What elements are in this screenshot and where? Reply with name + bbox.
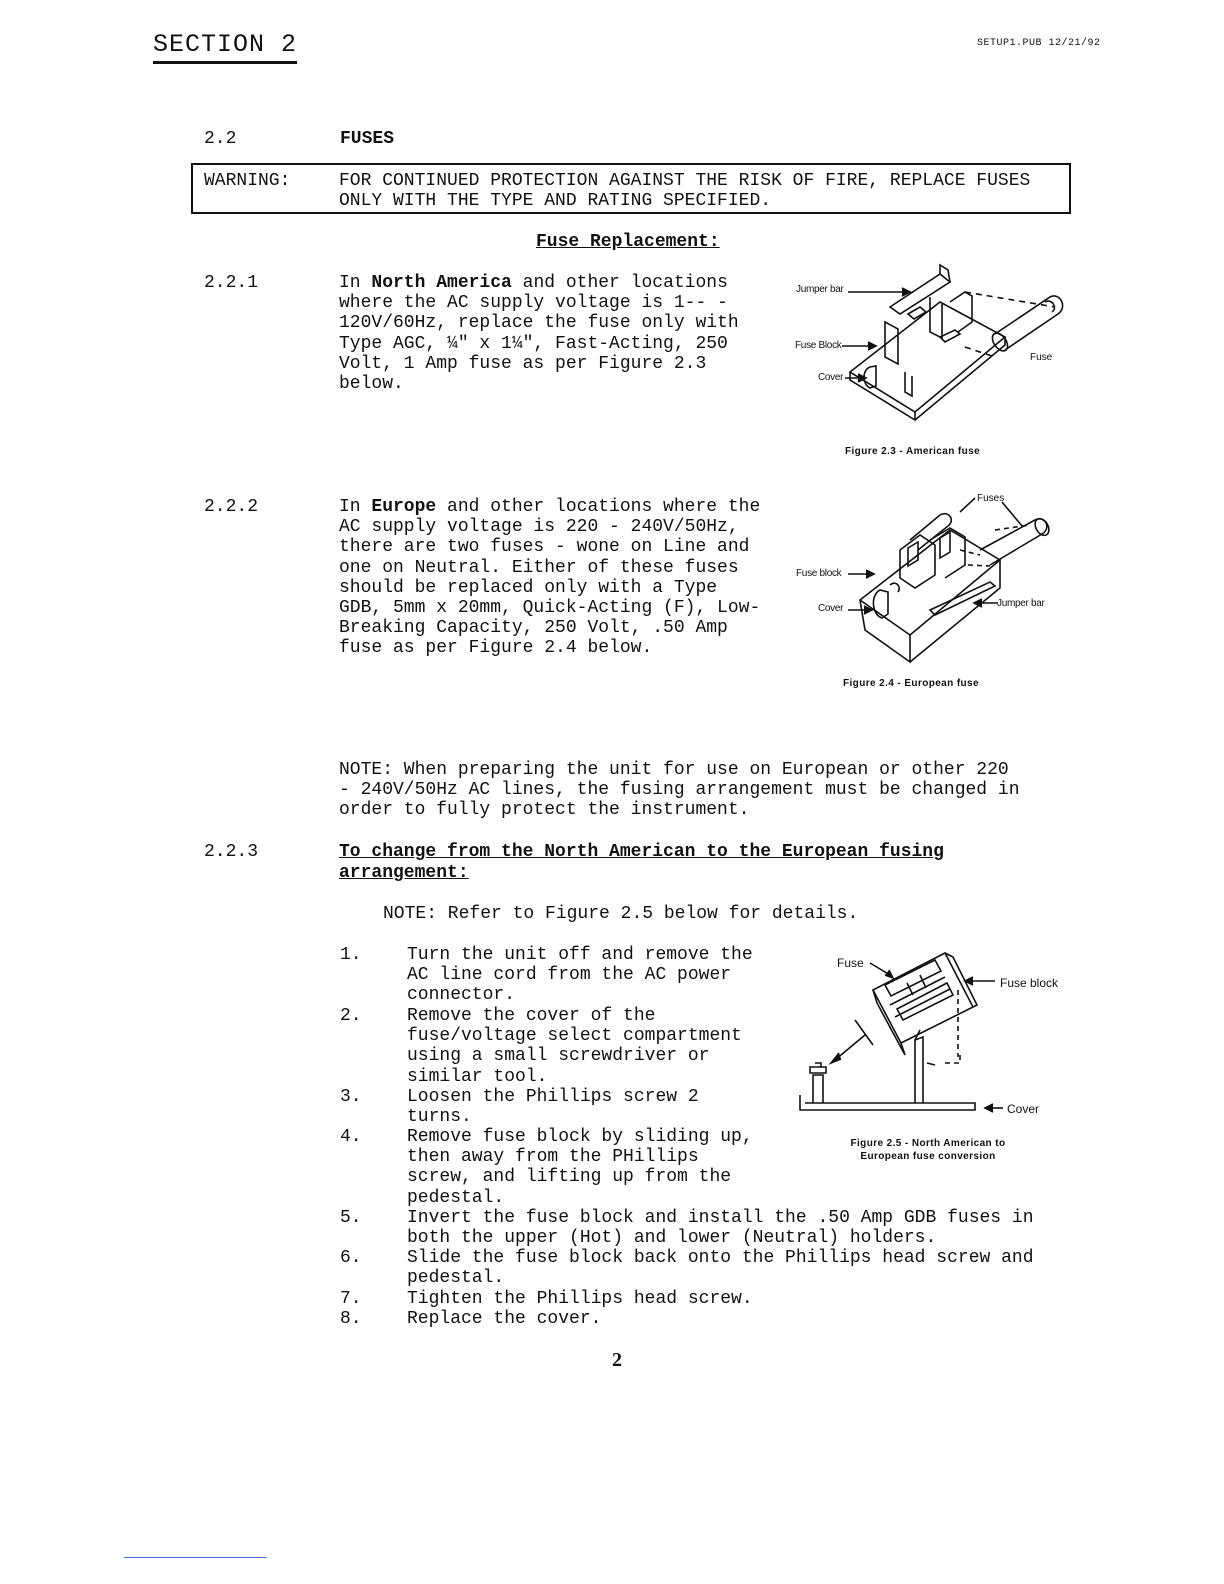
fig25-label-cover: Cover bbox=[1007, 1102, 1040, 1116]
step-line: Remove the cover of the bbox=[407, 1006, 656, 1026]
step-number: 7. bbox=[340, 1289, 362, 1309]
step-text bbox=[407, 945, 753, 1006]
step-line: Remove fuse block by sliding up, bbox=[407, 1127, 753, 1147]
file-id: SETUP1.PUB 12/21/92 bbox=[977, 38, 1101, 49]
para-221-line: Type AGC, ¼" x 1¼", Fast-Acting, 250 bbox=[339, 333, 728, 354]
step-number: 2. bbox=[340, 1006, 362, 1026]
fig23-label-fuse: Fuse bbox=[1030, 352, 1053, 363]
warning-label: WARNING: bbox=[204, 171, 291, 191]
para-222-line: there are two fuses - wone on Line and bbox=[339, 537, 750, 558]
caption-line: European fuse conversion bbox=[860, 1151, 996, 1162]
subsection-number-221: 2.2.1 bbox=[204, 273, 259, 293]
para-222-line: should be replaced only with a Type bbox=[339, 577, 718, 598]
fig23-label-cover: Cover bbox=[818, 372, 844, 383]
figure-2-4-european-fuse-drawing bbox=[790, 490, 1075, 670]
step-line: connector. bbox=[407, 985, 516, 1006]
fuse-replacement-heading: Fuse Replacement: bbox=[536, 232, 720, 252]
step-line: Invert the fuse block and install the .50 Amp GDB fuses in bbox=[407, 1208, 1034, 1228]
warning-line-2: ONLY WITH THE TYPE AND RATING SPECIFIED. bbox=[339, 191, 772, 212]
conversion-heading bbox=[339, 842, 944, 884]
step-line: Tighten the Phillips head screw. bbox=[407, 1289, 753, 1309]
step-text bbox=[407, 1289, 753, 1309]
step-line: AC line cord from the AC power bbox=[407, 965, 732, 986]
fig25-label-fuse-block: Fuse block bbox=[1000, 976, 1059, 990]
para-222-line: Breaking Capacity, 250 Volt, .50 Amp bbox=[339, 618, 728, 639]
figure-2-5-caption bbox=[828, 1137, 1028, 1163]
step-number: 1. bbox=[340, 945, 362, 965]
para-222-line: fuse as per Figure 2.4 below. bbox=[339, 638, 653, 659]
section-heading: FUSES bbox=[340, 129, 395, 149]
step-line: turns. bbox=[407, 1107, 472, 1128]
para-222-line: one on Neutral. Either of these fuses bbox=[339, 557, 739, 578]
para-221-line: 120V/60Hz, replace the fuse only with bbox=[339, 313, 739, 334]
caption-line: Figure 2.5 - North American to bbox=[850, 1138, 1006, 1149]
subsection-number-223: 2.2.3 bbox=[204, 842, 259, 862]
conversion-note: NOTE: Refer to Figure 2.5 below for details. bbox=[383, 904, 859, 924]
fig24-label-cover: Cover bbox=[818, 603, 844, 614]
para-221-line: In North America and other locations bbox=[339, 273, 728, 293]
step-line: Slide the fuse block back onto the Phillips head screw and bbox=[407, 1248, 1034, 1268]
paragraph-221 bbox=[339, 273, 739, 394]
note-line: order to fully protect the instrument. bbox=[339, 800, 750, 821]
para-221-line: below. bbox=[339, 374, 404, 395]
fig24-label-fuses: Fuses bbox=[977, 493, 1005, 504]
step-line: Loosen the Phillips screw 2 bbox=[407, 1087, 699, 1107]
fig23-label-jumper: Jumper bar bbox=[796, 284, 844, 295]
step-number: 5. bbox=[340, 1208, 362, 1228]
conversion-heading-line-2: arrangement: bbox=[339, 863, 469, 883]
step-text bbox=[407, 1208, 1034, 1248]
para-222-line: In Europe and other locations where the bbox=[339, 497, 761, 517]
step-line: both the upper (Hot) and lower (Neutral) holders. bbox=[407, 1228, 937, 1249]
step-line: screw, and lifting up from the bbox=[407, 1167, 732, 1188]
footer-rule bbox=[124, 1557, 267, 1558]
figure-2-4-caption: Figure 2.4 - European fuse bbox=[843, 678, 979, 689]
para-222-line: AC supply voltage is 220 - 240V/50Hz, bbox=[339, 517, 739, 538]
step-line: pedestal. bbox=[407, 1268, 505, 1289]
conversion-heading-line-1: To change from the North American to the European fusing bbox=[339, 842, 944, 862]
step-line: Replace the cover. bbox=[407, 1309, 602, 1329]
step-line: Turn the unit off and remove the bbox=[407, 945, 753, 965]
step-number: 6. bbox=[340, 1248, 362, 1268]
step-text bbox=[407, 1309, 601, 1329]
fig24-label-jumper: Jumper bar bbox=[997, 598, 1045, 609]
warning-text bbox=[339, 171, 1069, 211]
page-number: 2 bbox=[612, 1349, 622, 1371]
step-text bbox=[407, 1087, 699, 1127]
para-221-line: where the AC supply voltage is 1-- - bbox=[339, 293, 728, 314]
note-line: - 240V/50Hz AC lines, the fusing arrangement must be changed in bbox=[339, 780, 1020, 801]
step-line: then away from the PHillips bbox=[407, 1147, 699, 1168]
step-number: 8. bbox=[340, 1309, 362, 1329]
step-text bbox=[407, 1006, 742, 1087]
note-european bbox=[339, 760, 1020, 821]
section-title: SECTION 2 bbox=[153, 30, 297, 64]
subsection-number-222: 2.2.2 bbox=[204, 497, 259, 517]
step-line: using a small screwdriver or bbox=[407, 1046, 710, 1067]
paragraph-222 bbox=[339, 497, 760, 659]
para-222-line: GDB, 5mm x 20mm, Quick-Acting (F), Low- bbox=[339, 598, 761, 619]
step-text bbox=[407, 1127, 753, 1208]
para-221-line: Volt, 1 Amp fuse as per Figure 2.3 bbox=[339, 353, 707, 374]
step-line: pedestal. bbox=[407, 1187, 505, 1208]
fig24-label-fuse-block: Fuse block bbox=[796, 568, 842, 579]
step-number: 3. bbox=[340, 1087, 362, 1107]
fig23-label-fuse-block: Fuse Block bbox=[795, 340, 842, 351]
step-line: fuse/voltage select compartment bbox=[407, 1026, 742, 1047]
note-line: NOTE: When preparing the unit for use on European or other 220 bbox=[339, 760, 1009, 780]
warning-line-1: FOR CONTINUED PROTECTION AGAINST THE RISK OF FIRE, REPLACE FUSES bbox=[339, 171, 1031, 191]
step-text bbox=[407, 1248, 1034, 1288]
step-line: similar tool. bbox=[407, 1066, 548, 1087]
section-number: 2.2 bbox=[204, 129, 237, 149]
figure-2-3-caption: Figure 2.3 - American fuse bbox=[845, 446, 981, 457]
fig25-label-fuse: Fuse bbox=[837, 956, 864, 970]
step-number: 4. bbox=[340, 1127, 362, 1147]
